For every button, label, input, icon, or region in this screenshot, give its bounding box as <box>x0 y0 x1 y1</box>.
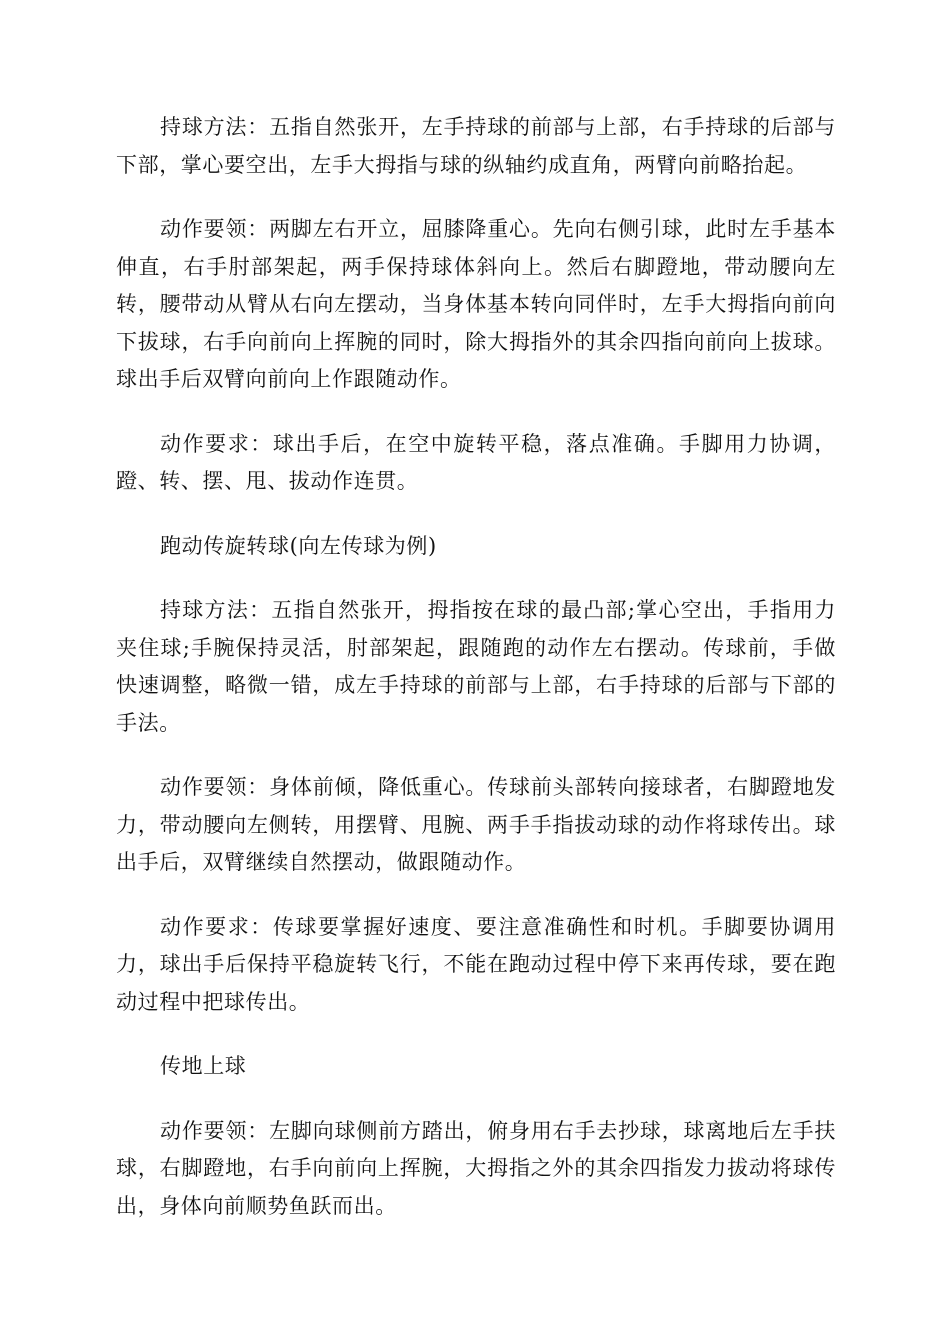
paragraph-running-action-requirements: 动作要求：传球要掌握好速度、要注意准确性和时机。手脚要协调用力，球出手后保持平稳旋转飞行，不能在跑动过程中停下来再传球，要在跑动过程中把球传出。 <box>116 914 836 1014</box>
paragraph-action-essentials: 动作要领：两脚左右开立，屈膝降重心。先向右侧引球，此时左手基本伸直，右手肘部架起，两手保持球体斜向上。然后右脚蹬地，带动腰向左转，腰带动从臂从右向左摆动，当身体基本转向同伴时，左手大拇指向前向下拔球，右手向前向上挥腕的同时，除大拇指外的其余四指向前向上拔球。球出手后双臂向前向上作跟随动作。 <box>116 217 836 391</box>
section-heading-running-spin-pass: 跑动传旋转球(向左传球为例) <box>160 533 437 558</box>
document-body <box>116 109 836 1252</box>
paragraph-ground-ball-action-essentials: 动作要领：左脚向球侧前方踏出，俯身用右手去抄球，球离地后左手扶球，右脚蹬地，右手向前向上挥腕，大拇指之外的其余四指发力拔动将球传出，身体向前顺势鱼跃而出。 <box>116 1118 836 1218</box>
section-heading-ground-ball-pass: 传地上球 <box>160 1054 247 1078</box>
paragraph-running-holding-method: 持球方法：五指自然张开，拇指按在球的最凸部;掌心空出，手指用力夹住球;手腕保持灵活，肘部架起，跟随跑的动作左右摆动。传球前，手做快速调整，略微一错，成左手持球的前部与上部，右手持球的后部与下部的手法。 <box>116 598 836 735</box>
paragraph-holding-method: 持球方法：五指自然张开，左手持球的前部与上部，右手持球的后部与下部，掌心要空出，左手大拇指与球的纵轴约成直角，两臂向前略抬起。 <box>116 115 836 177</box>
paragraph-running-action-essentials: 动作要领：身体前倾，降低重心。传球前头部转向接球者，右脚蹬地发力，带动腰向左侧转，用摆臂、甩腕、两手手指拔动球的动作将球传出。球出手后，双臂继续自然摆动，做跟随动作。 <box>116 775 836 874</box>
paragraph-action-requirements: 动作要求：球出手后，在空中旋转平稳，落点准确。手脚用力协调，蹬、转、摆、甩、拔动作连贯。 <box>116 431 836 493</box>
